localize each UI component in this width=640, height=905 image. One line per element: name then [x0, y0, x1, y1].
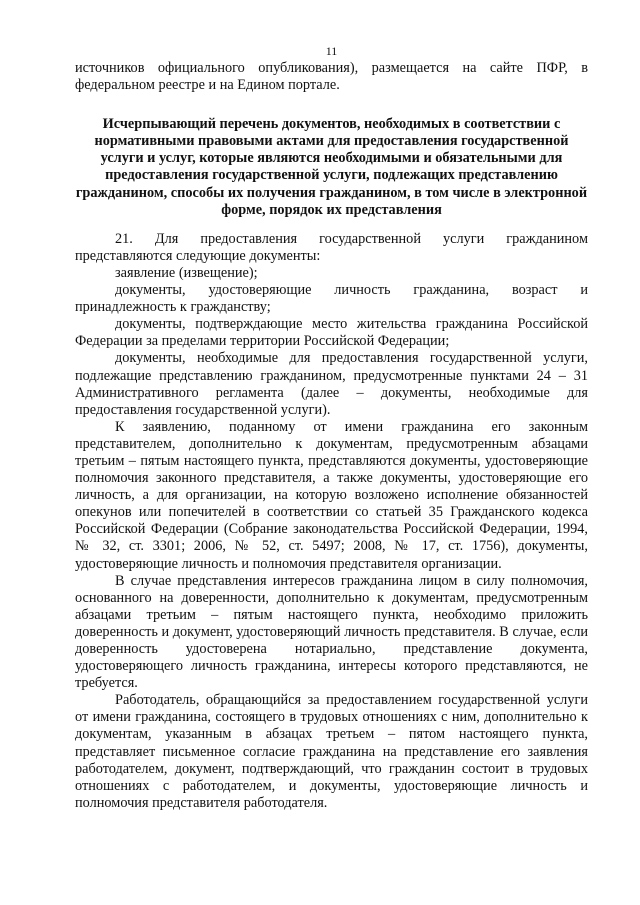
- paragraph-legal-representative: К заявлению, поданному от имени гражданина его законным представителем, дополнительно к документам, предусмотренным абзацами третьим – пятым настоящего пункта, представляются документы, удостоверяющие полномочия законного представителя, а также документы, удостоверяющие его личность, а для организации, на которую возложено исполнение обязанностей опекунов или попечителей в соответствии со статьей 35 Гражданского кодекса Российской Федерации (Собрание законодательства Российской Федерации, 1994, № 32, ст. 3301; 2006, № 52, ст. 5497; 2008, № 17, ст. 1756), документы, удостоверяющие личность и полномочия представителя организации.: [75, 418, 588, 572]
- paragraph-required-documents: документы, необходимые для предоставления государственной услуги, подлежащие представлению гражданином, предусмотренные пунктами 24 – 31 Административного регламента (далее – документы, необходимые для предоставления государственной услуги).: [75, 350, 588, 418]
- paragraph-application: заявление (извещение);: [115, 264, 258, 281]
- intro-paragraph: источников официального опубликования), размещается на сайте ПФР, в федеральном реестре и на Едином портале.: [75, 60, 588, 94]
- section-heading: Исчерпывающий перечень документов, необходимых в соответствии с нормативными правовыми актами для предоставления государственной услуги и услуг, которые являются необходимыми и обязательными для предоставления государственной услуги, подлежащих представлению гражданином, способы их получения гражданином, в том числе в электронной форме, порядок их представления: [75, 116, 588, 218]
- page-number: 11: [325, 44, 338, 58]
- document-body: [75, 60, 588, 812]
- paragraph-employer: Работодатель, обращающийся за предоставлением государственной услуги от имени гражданина, состоящего в трудовых отношениях с ним, дополнительно к документам, указанным в абзацах третьем – пятом настоящего пункта, представляет письменное согласие гражданина на представление его заявления работодателем, документ, подтверждающий, что гражданин состоит в трудовых отношениях с работодателем, и документы, удостоверяющие личность и полномочия представителя работодателя.: [75, 692, 588, 811]
- paragraph-identity-documents: документы, удостоверяющие личность гражданина, возраст и принадлежность к гражданству;: [75, 282, 588, 316]
- paragraph-item-21: 21. Для предоставления государственной услуги гражданином представляются следующие документы:: [75, 230, 588, 264]
- paragraph-power-of-attorney: В случае представления интересов гражданина лицом в силу полномочия, основанного на доверенности, дополнительно к документам, предусмотренным абзацами третьим – пятым настоящего пункта, необходимо приложить доверенность и документ, удостоверяющий личность представителя. В случае, если доверенность удостоверена нотариально, представление документа, удостоверяющего личность гражданина, интересы которого представляются, не требуется.: [75, 572, 588, 692]
- paragraph-residence-documents: документы, подтверждающие место жительства гражданина Российской Федерации за пределами территории Российской Федерации;: [75, 316, 588, 350]
